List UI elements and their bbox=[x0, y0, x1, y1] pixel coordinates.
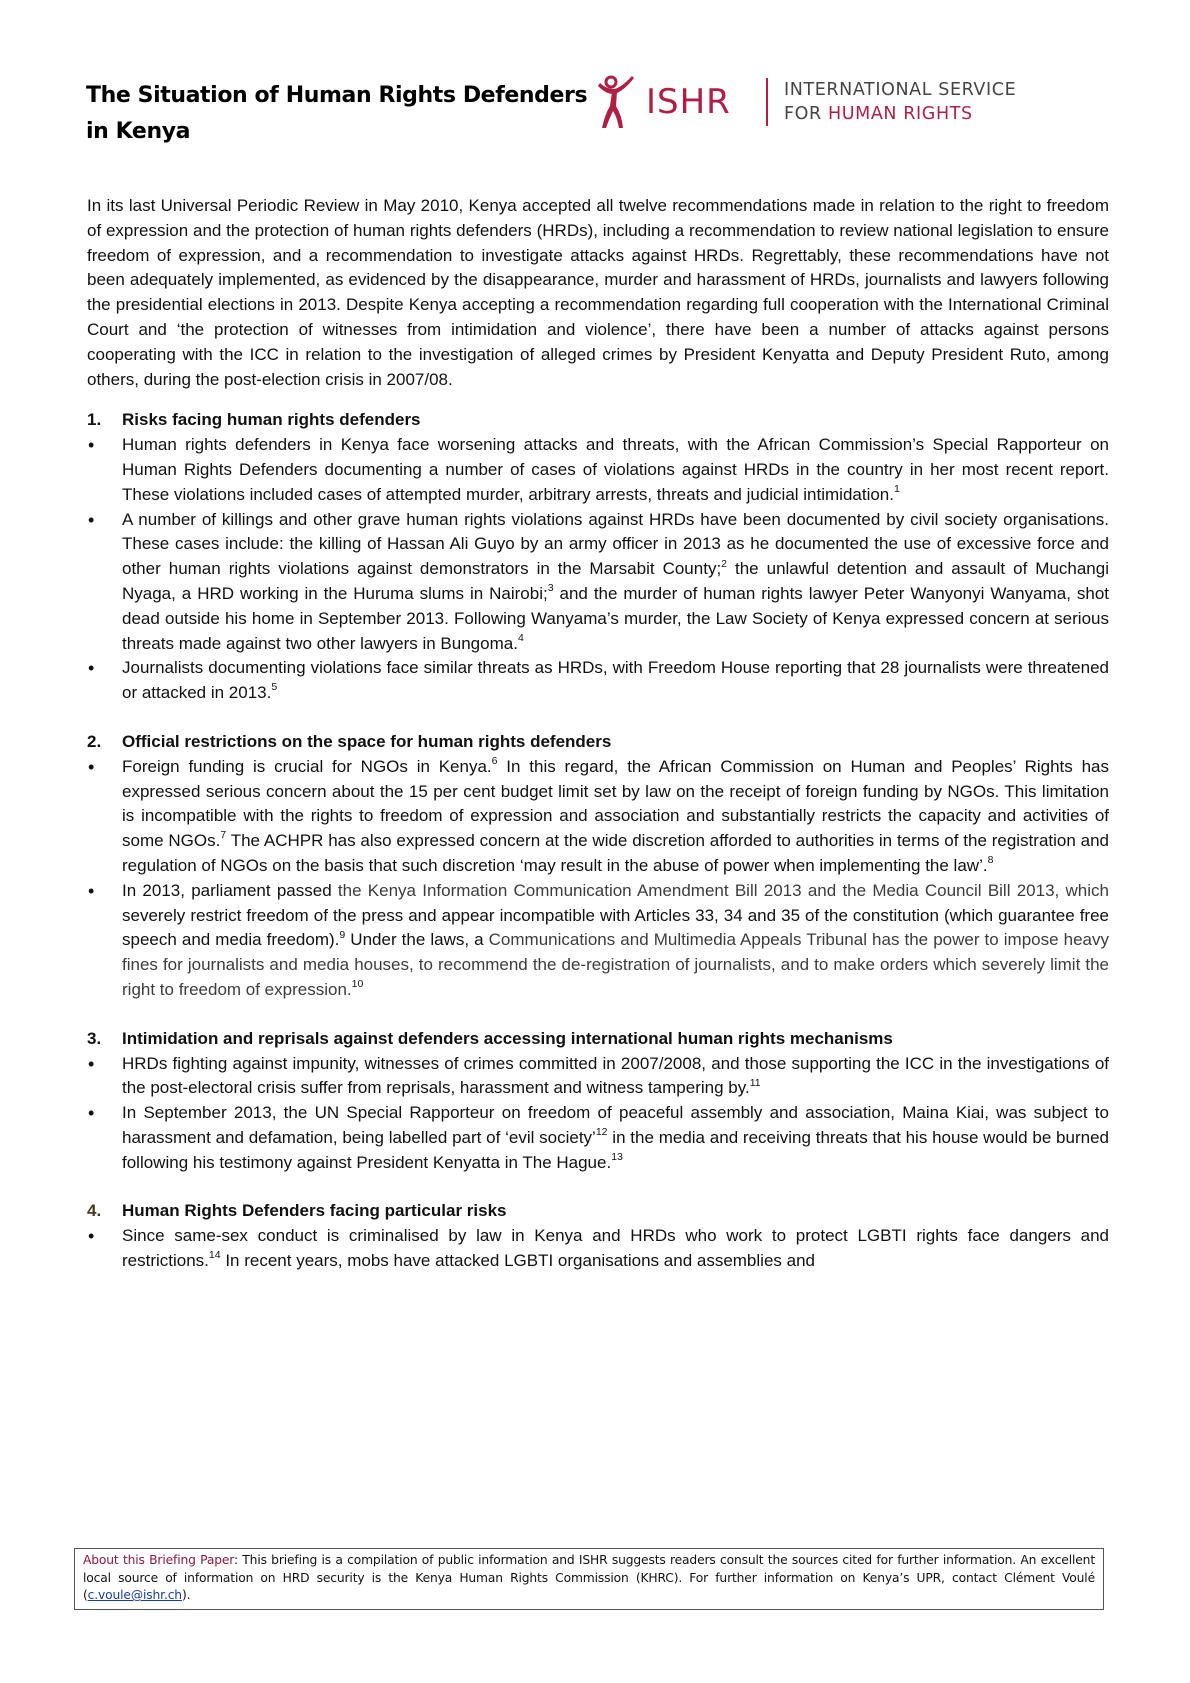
bullet-text: the unlawful detention and assault of Muchangi Nyaga, a HRD working in the Huruma slums in Nairobi; bbox=[122, 559, 1109, 603]
bullet-text: A number of killings and other grave human rights violations against HRDs have been documented by civil society organisations. These cases include: the killing of Hassan Ali Guyo by an army officer in 2013 as he documented the use of excessive force and other human rights violations against demonstrators in the Marsabit County; bbox=[122, 509, 1109, 579]
bullet-text: In 2013, parliament passed bbox=[122, 880, 338, 900]
bullet-text: the Kenya Information Communication Amendment Bill 2013 and the Media Council Bill 2013, which bbox=[337, 880, 1109, 900]
logo-name-line-2 bbox=[784, 102, 1016, 126]
logo-divider bbox=[766, 78, 768, 126]
bullet-list bbox=[87, 1052, 1109, 1176]
bullet-text: HRDs fighting against impunity, witnesses of crimes committed in 2007/2008, and those supporting the ICC in the investigations of the post-electoral crisis suffer from reprisals, harassment and witness tampering by. bbox=[122, 1053, 1109, 1098]
bullet-list bbox=[87, 1224, 1109, 1274]
footer-lead: About this Briefing Paper bbox=[83, 1553, 234, 1567]
section-title: Human Rights Defenders facing particular risks bbox=[122, 1201, 507, 1221]
bullet-text: severely restrict freedom of the press and appear incompatible with Articles 33, 34 and 35 of the constitution (which guarantee free speech and media freedom). bbox=[122, 905, 1109, 950]
section-heading bbox=[87, 408, 1109, 433]
section-heading bbox=[87, 1027, 1109, 1052]
title-line-1: The Situation of Human Rights Defenders bbox=[86, 83, 588, 108]
footnote-ref: 2 bbox=[721, 557, 728, 570]
footer-text: : This briefing is a compilation of public information and ISHR suggests readers consult the sources cited for further information. An excellent local source of information on HRD security is the Kenya Human Rights Commission (KHRC). For further information on Kenya’s UPR, contact Clément Voulé ( bbox=[83, 1553, 1095, 1603]
footnote-ref: 11 bbox=[749, 1076, 761, 1089]
section-number: 4. bbox=[87, 1201, 102, 1221]
bullet-text: Under the laws, a bbox=[345, 930, 489, 950]
footnote-ref: 7 bbox=[220, 829, 227, 842]
footnote-ref: 6 bbox=[491, 755, 498, 768]
logo-name-line-1: INTERNATIONAL SERVICE bbox=[784, 80, 1017, 100]
bullet-item bbox=[87, 1224, 1109, 1274]
logo-abbreviation: ISHR bbox=[646, 82, 731, 122]
bullet-text: and the murder of human rights lawyer Peter Wanyonyi Wanyama, shot dead outside his home in September 2013. Following Wanyama’s murder, the Law Society of Kenya expressed concern at serious threats made against two other lawyers in Bungoma. bbox=[122, 583, 1110, 653]
bullet-text: Foreign funding is crucial for NGOs in Kenya. bbox=[122, 756, 492, 776]
bullet-item bbox=[87, 755, 1109, 879]
bullet-item bbox=[87, 879, 1109, 1003]
section-heading bbox=[87, 730, 1109, 755]
section-title: Official restrictions on the space for human rights defenders bbox=[122, 731, 612, 751]
footnote-ref: 14 bbox=[208, 1249, 221, 1262]
bullet-item bbox=[87, 1101, 1109, 1175]
section-spacer bbox=[87, 706, 1109, 730]
bullet-item bbox=[87, 656, 1109, 706]
briefing-footer-box bbox=[74, 1548, 1104, 1610]
bullet-text: in the media and receiving threats that his house would be burned following his testimony against President Kenyatta in The Hague. bbox=[122, 1127, 1109, 1172]
footnote-ref: 9 bbox=[339, 928, 346, 941]
logo-name-prefix: FOR bbox=[784, 104, 828, 124]
bullet-item bbox=[87, 1052, 1109, 1102]
section-heading bbox=[87, 1199, 1109, 1224]
contact-email-link[interactable]: c.voule@ishr.ch bbox=[87, 1588, 182, 1603]
footnote-ref: 3 bbox=[547, 582, 554, 595]
bullet-text: In September 2013, the UN Special Rapporteur on freedom of peaceful assembly and association, Maina Kiai, was subject to harassment and defamation, being labelled part of ‘evil society’ bbox=[122, 1103, 1109, 1147]
footnote-ref: 4 bbox=[517, 631, 524, 644]
title-line-2: in Kenya bbox=[86, 119, 191, 144]
document-body bbox=[87, 194, 1109, 1274]
footnote-ref: 10 bbox=[351, 978, 364, 991]
footer-end: ). bbox=[181, 1588, 191, 1603]
bullet-text: The ACHPR has also expressed concern at the wide discretion afforded to authorities in terms of the registration and regulation of NGOs on the basis that such discretion ‘may result in the abuse of power when implementing the law’. bbox=[122, 831, 1109, 875]
footnote-ref: 5 bbox=[271, 681, 278, 694]
bullet-text: Journalists documenting violations face similar threats as HRDs, with Freedom House reporting that 28 journalists were threatened or attacked in 2013. bbox=[122, 658, 1109, 703]
intro-paragraph: In its last Universal Periodic Review in May 2010, Kenya accepted all twelve recommendations made in relation to the right to freedom of expression and the protection of human rights defenders (HRDs), including a recommendation to review national legislation to ensure freedom of expression, and a recommendation to investigate attacks against HRDs. Regrettably, these recommendations have not been adequately implemented, as evidenced by the disappearance, murder and harassment of HRDs, journalists and lawyers following the presidential elections in 2013. Despite Kenya accepting a recommendation regarding full cooperation with the International Criminal Court and ‘the protection of witnesses from intimidation and violence’, there have been a number of attacks against persons cooperating with the ICC in relation to the investigation of alleged crimes by President Kenyatta and Deputy President Ruto, among others, during the post-election crisis in 2007/08. bbox=[87, 196, 1109, 389]
footnote-ref: 8 bbox=[987, 854, 994, 867]
footnote-ref: 13 bbox=[611, 1151, 623, 1164]
logo-org-name bbox=[784, 78, 1016, 126]
section-title: Risks facing human rights defenders bbox=[122, 410, 421, 430]
bullet-list bbox=[87, 755, 1109, 1003]
section-spacer bbox=[87, 1175, 1109, 1199]
sections-container bbox=[87, 408, 1109, 1274]
bullet-list bbox=[87, 433, 1109, 706]
footnote-ref: 12 bbox=[595, 1126, 608, 1139]
ishr-logo bbox=[592, 72, 1032, 136]
bullet-item bbox=[87, 508, 1109, 657]
section-number: 1. bbox=[87, 410, 102, 430]
page-title bbox=[86, 78, 606, 150]
section-number: 2. bbox=[87, 731, 102, 751]
section-title: Intimidation and reprisals against defenders accessing international human rights mechanisms bbox=[122, 1028, 893, 1048]
bullet-text: In this regard, the African Commission on Human and Peoples’ Rights has expressed serious concern about the 15 per cent budget limit set by law on the receipt of foreign funding by NGOs. This limitation is incompatible with the rights to freedom of expression and association and substantially restricts the capacity and activities of some NGOs. bbox=[122, 756, 1109, 851]
section-number: 3. bbox=[87, 1028, 102, 1048]
bullet-text: Since same-sex conduct is criminalised by law in Kenya and HRDs who work to protect LGBTI rights face dangers and restrictions. bbox=[122, 1226, 1109, 1271]
logo-name-accent: HUMAN RIGHTS bbox=[827, 104, 973, 124]
person-figure-icon bbox=[596, 74, 636, 130]
bullet-text: Communications and Multimedia Appeals Tribunal has the power to impose heavy fines for journalists and media houses, to recommend the de-registration of journalists, and to make orders which severely limit the right to freedom of expression. bbox=[122, 930, 1109, 999]
footnote-ref: 1 bbox=[894, 483, 900, 496]
bullet-item bbox=[87, 433, 1109, 507]
bullet-text: Human rights defenders in Kenya face worsening attacks and threats, with the African Commission’s Special Rapporteur on Human Rights Defenders documenting a number of cases of violations against HRDs in the country in her most recent report. These violations included cases of attempted murder, arbitrary arrests, threats and judicial intimidation. bbox=[122, 435, 1109, 504]
section-spacer bbox=[87, 1003, 1109, 1027]
bullet-text: In recent years, mobs have attacked LGBTI organisations and assemblies and bbox=[220, 1251, 815, 1271]
